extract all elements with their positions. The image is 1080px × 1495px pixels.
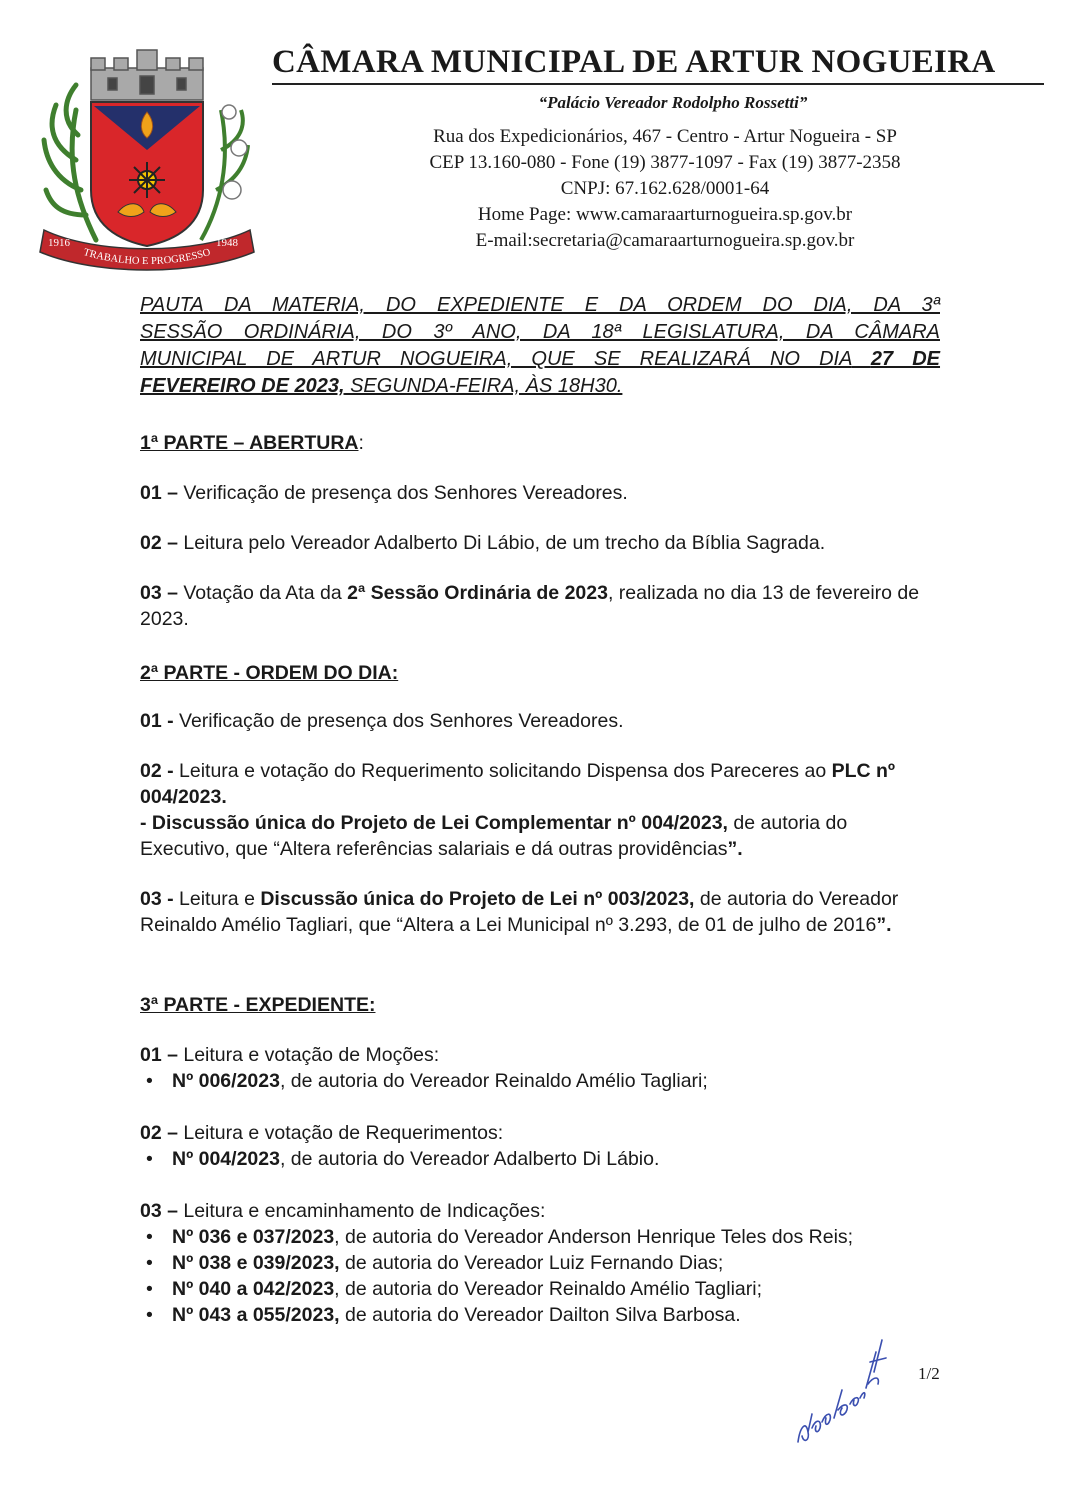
list-item: • Nº 036 e 037/2023, de autoria do Vereador Anderson Henrique Teles dos Reis;: [146, 1226, 854, 1248]
list-item: • Nº 006/2023, de autoria do Vereador Reinaldo Amélio Tagliari;: [146, 1070, 708, 1092]
cnpj-line: CNPJ: 67.162.628/0001-64: [560, 178, 770, 199]
part2-item-03: 03 - Leitura e Discussão única do Projeto de Lei nº 003/2023, de autoria do Vereador Reinaldo Amélio Tagliari, que “Altera a Lei Municipal nº 3.293, de 01 de julho de 2016”.: [140, 888, 899, 936]
mural-crown: [91, 50, 203, 100]
sun-icon: [129, 162, 165, 198]
list-item: • Nº 038 e 039/2023, de autoria do Vereador Luiz Fernando Dias;: [146, 1252, 724, 1274]
list-item: • Nº 004/2023, de autoria do Vereador Adalberto Di Lábio.: [146, 1148, 660, 1170]
part1-heading: 1ª PARTE – ABERTURA:: [140, 432, 364, 454]
part1-item-03: 03 – Votação da Ata da 2ª Sessão Ordinária de 2023, realizada no dia 13 de fevereiro de 2023.: [140, 582, 920, 630]
list-item: • Nº 043 a 055/2023, de autoria do Vereador Dailton Silva Barbosa.: [146, 1304, 741, 1326]
banner-year-left: 1916: [48, 237, 70, 249]
municipal-crest: [36, 40, 258, 275]
page-number: 1/2: [918, 1364, 940, 1383]
cotton-branch-right: [201, 105, 248, 240]
agenda-weekday-time: SEGUNDA-FEIRA, ÀS 18H30.: [344, 375, 623, 397]
email-line: E-mail:secretaria@camaraarturnogueira.sp.gov.br: [475, 230, 855, 251]
cep-phone-line: CEP 13.160-080 - Fone (19) 3877-1097 - Fax (19) 3877-2358: [429, 152, 901, 173]
agenda-title-line: [140, 373, 940, 400]
address-line: Rua dos Expedicionários, 467 - Centro - Artur Nogueira - SP: [433, 126, 897, 147]
chamber-name: CÂMARA MUNICIPAL DE ARTUR NOGUEIRA: [272, 44, 996, 80]
agenda-date-day: 27 DE: [870, 348, 941, 370]
part3-item-03: 03 – Leitura e encaminhamento de Indicações: • Nº 036 e 037/2023, de autoria do Vereador Anderson Henrique Teles dos Reis; • Nº 038 e 039/2023, de autoria do Vereador Luiz Fernando Dias; • Nº 040 a 042/2023, de autoria do Vereador Reinaldo Amélio Tagliari; • Nº 043 a 055/2023, de autoria do Vereador Dailton Silva Barbosa.: [140, 1198, 940, 1328]
palace-name: “Palácio Vereador Rodolpho Rossetti”: [538, 93, 808, 112]
part3-heading: 3ª PARTE - EXPEDIENTE:: [140, 994, 376, 1016]
homepage-line: Home Page: www.camaraarturnogueira.sp.gov.br: [477, 204, 853, 225]
part2-item-02: 02 - Leitura e votação do Requerimento solicitando Dispensa dos Pareceres ao PLC nº 004/2023. - Discussão única do Projeto de Lei Complementar nº 004/2023, de autoria do Executivo, que “Altera referências salariais e dá outras providências”.: [140, 760, 896, 860]
header-rule: [272, 83, 1044, 85]
contact-block: [370, 124, 960, 254]
part3-item-01: 01 – Leitura e votação de Moções: • Nº 006/2023, de autoria do Vereador Reinaldo Amélio Tagliari;: [140, 1042, 940, 1094]
agenda-title-line: SESSÃO ORDINÁRIA, DO 3º ANO, DA 18ª LEGISLATURA, DA CÂMARA: [140, 321, 940, 343]
sugarcane-left: [44, 85, 96, 240]
agenda-title: [140, 292, 940, 400]
handwritten-signature: [790, 1332, 910, 1452]
agenda-title-text: MUNICIPAL DE ARTUR NOGUEIRA, QUE SE REALIZARÁ NO DIA: [140, 348, 852, 370]
agenda-title-line: [140, 346, 940, 373]
part2-item-01: 01 - Verificação de presença dos Senhores Vereadores.: [140, 710, 624, 732]
list-item: • Nº 040 a 042/2023, de autoria do Vereador Reinaldo Amélio Tagliari;: [146, 1278, 763, 1300]
part2-heading: 2ª PARTE - ORDEM DO DIA:: [140, 662, 399, 684]
part1-item-02: 02 – Leitura pelo Vereador Adalberto Di Lábio, de um trecho da Bíblia Sagrada.: [140, 532, 826, 554]
part1-item-01: 01 – Verificação de presença dos Senhores Vereadores.: [140, 482, 628, 504]
banner-motto: TRABALHO E PROGRESSO: [82, 246, 212, 268]
banner-year-right: 1948: [216, 237, 238, 249]
agenda-title-line: PAUTA DA MATERIA, DO EXPEDIENTE E DA ORDEM DO DIA, DA 3ª: [140, 294, 940, 316]
part3-item-02: 02 – Leitura e votação de Requerimentos: • Nº 004/2023, de autoria do Vereador Adalberto Di Lábio.: [140, 1120, 940, 1172]
agenda-date-month: FEVEREIRO DE 2023,: [140, 375, 345, 397]
